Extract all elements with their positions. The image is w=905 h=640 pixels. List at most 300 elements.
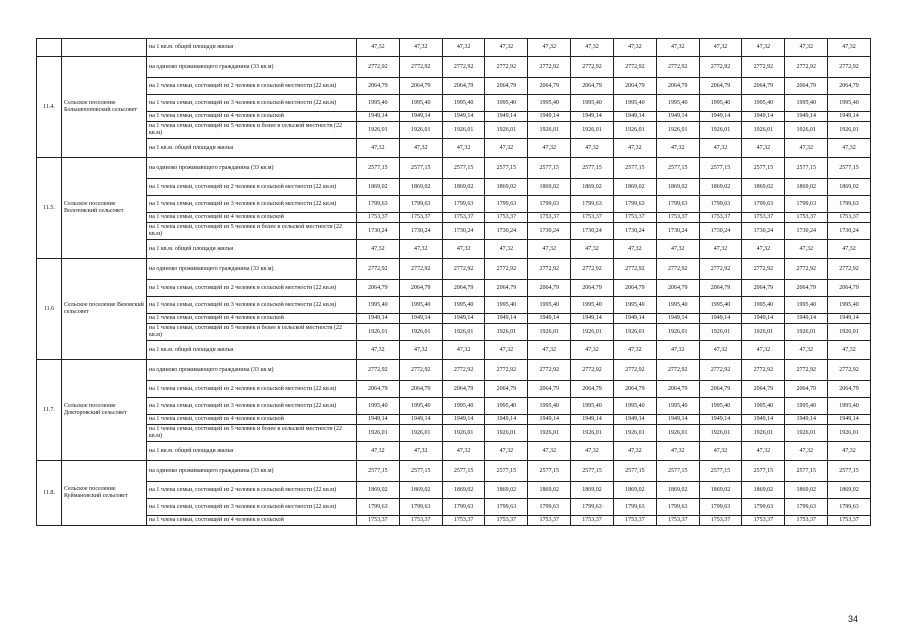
table-row — [37, 280, 871, 297]
value-cell: 1926,01 — [485, 122, 528, 139]
value-cell: 1995,40 — [528, 297, 571, 314]
value-cell: 2772,92 — [742, 57, 785, 78]
value-cell: 1926,01 — [742, 425, 785, 442]
value-cell: 1949,14 — [357, 314, 400, 324]
value-cell: 47,32 — [442, 39, 485, 57]
value-cell: 2064,79 — [613, 78, 656, 95]
value-cell: 1995,40 — [828, 398, 871, 415]
section-code: 11.4. — [37, 57, 62, 158]
value-cell: 1949,14 — [742, 314, 785, 324]
value-cell: 2064,79 — [528, 280, 571, 297]
value-cell: 1869,02 — [828, 179, 871, 196]
value-cell: 2772,92 — [828, 259, 871, 280]
value-cell: 47,32 — [656, 139, 699, 158]
table-row — [37, 223, 871, 240]
settlement-name: Сельское поселение Куймановский сельсовет — [62, 461, 147, 526]
value-cell: 47,32 — [828, 39, 871, 57]
value-cell: 47,32 — [699, 139, 742, 158]
value-cell: 2064,79 — [357, 381, 400, 398]
value-cell: 47,32 — [785, 139, 828, 158]
value-cell: 2577,15 — [656, 461, 699, 482]
value-cell: 2772,92 — [357, 360, 400, 381]
value-cell: 1995,40 — [699, 398, 742, 415]
value-cell: 47,32 — [656, 341, 699, 360]
table-row — [37, 179, 871, 196]
value-cell: 1799,63 — [828, 196, 871, 213]
table-row — [37, 314, 871, 324]
value-cell: 2772,92 — [571, 360, 614, 381]
value-cell: 1995,40 — [828, 95, 871, 112]
settlement-name: Сельское поселение Большепоповский сельсовет — [62, 57, 147, 158]
value-cell: 1995,40 — [785, 297, 828, 314]
value-cell: 47,32 — [613, 39, 656, 57]
value-cell: 1730,24 — [828, 223, 871, 240]
row-description: на 1 члена семьи, состоящей из 3 человек в сельской местности (22 кв.м) — [147, 398, 357, 415]
value-cell: 1949,14 — [485, 415, 528, 425]
value-cell: 1926,01 — [785, 425, 828, 442]
value-cell: 1799,63 — [399, 196, 442, 213]
value-cell: 2064,79 — [828, 280, 871, 297]
row-description: на 1 члена семьи, состоящей из 2 человек в сельской местности (22 кв.м) — [147, 280, 357, 297]
table-row — [37, 240, 871, 259]
value-cell: 1799,63 — [656, 196, 699, 213]
value-cell: 2577,15 — [528, 158, 571, 179]
value-cell: 1995,40 — [656, 95, 699, 112]
value-cell: 1995,40 — [656, 297, 699, 314]
value-cell: 1869,02 — [699, 482, 742, 499]
value-cell: 2577,15 — [828, 158, 871, 179]
value-cell: 1949,14 — [656, 415, 699, 425]
value-cell: 1995,40 — [613, 95, 656, 112]
value-cell: 2064,79 — [528, 78, 571, 95]
value-cell: 47,32 — [656, 442, 699, 461]
value-cell: 1753,37 — [656, 213, 699, 223]
value-cell: 1799,63 — [656, 499, 699, 516]
value-cell: 1730,24 — [528, 223, 571, 240]
value-cell: 1869,02 — [528, 482, 571, 499]
section-code: 11.5. — [37, 158, 62, 259]
row-description: на 1 члена семьи, состоящей из 4 человек в сельской — [147, 516, 357, 526]
row-description: на 1 кв.м. общей площади жилья — [147, 139, 357, 158]
row-description: на 1 члена семьи, состоящей из 5 человек и более в сельской местности (22 кв.м) — [147, 425, 357, 442]
section-code: 11.6 — [37, 259, 62, 360]
value-cell: 1995,40 — [357, 95, 400, 112]
table-row — [37, 112, 871, 122]
value-cell: 1869,02 — [656, 179, 699, 196]
value-cell: 47,32 — [656, 240, 699, 259]
value-cell: 1949,14 — [528, 415, 571, 425]
value-cell: 1926,01 — [656, 324, 699, 341]
row-description: на 1 члена семьи, состоящей из 5 человек и более в сельской местности (22 кв.м) — [147, 122, 357, 139]
value-cell: 1799,63 — [699, 196, 742, 213]
value-cell: 1995,40 — [613, 398, 656, 415]
value-cell: 1869,02 — [571, 179, 614, 196]
value-cell: 2772,92 — [571, 57, 614, 78]
value-cell: 1799,63 — [399, 499, 442, 516]
value-cell: 1949,14 — [357, 415, 400, 425]
value-cell: 1730,24 — [399, 223, 442, 240]
value-cell: 1926,01 — [357, 425, 400, 442]
value-cell: 1949,14 — [785, 112, 828, 122]
value-cell: 2772,92 — [399, 360, 442, 381]
value-cell: 1995,40 — [571, 297, 614, 314]
value-cell: 1869,02 — [785, 482, 828, 499]
value-cell: 2772,92 — [828, 57, 871, 78]
value-cell: 1949,14 — [613, 314, 656, 324]
value-cell: 47,32 — [656, 39, 699, 57]
value-cell: 1753,37 — [742, 516, 785, 526]
value-cell: 2064,79 — [485, 381, 528, 398]
value-cell: 2577,15 — [699, 158, 742, 179]
value-cell: 2772,92 — [613, 57, 656, 78]
table-row — [37, 95, 871, 112]
value-cell: 1949,14 — [571, 415, 614, 425]
value-cell: 2064,79 — [357, 78, 400, 95]
value-cell: 1926,01 — [571, 122, 614, 139]
value-cell: 2772,92 — [357, 259, 400, 280]
page-number: 34 — [848, 614, 859, 624]
value-cell: 1753,37 — [828, 516, 871, 526]
value-cell: 47,32 — [828, 442, 871, 461]
value-cell: 1949,14 — [399, 112, 442, 122]
value-cell: 47,32 — [785, 240, 828, 259]
value-cell: 2064,79 — [442, 280, 485, 297]
value-cell: 1730,24 — [485, 223, 528, 240]
value-cell: 47,32 — [442, 240, 485, 259]
value-cell: 1753,37 — [357, 213, 400, 223]
value-cell: 1949,14 — [613, 415, 656, 425]
value-cell: 1949,14 — [785, 314, 828, 324]
value-cell: 1949,14 — [442, 415, 485, 425]
value-cell: 2577,15 — [699, 461, 742, 482]
row-description: на 1 кв.м. общей площади жилья — [147, 39, 357, 57]
value-cell: 47,32 — [699, 39, 742, 57]
value-cell: 1730,24 — [571, 223, 614, 240]
value-cell: 2772,92 — [699, 57, 742, 78]
value-cell: 1869,02 — [785, 179, 828, 196]
value-cell: 2577,15 — [785, 158, 828, 179]
value-cell: 1995,40 — [785, 398, 828, 415]
value-cell: 47,32 — [613, 139, 656, 158]
value-cell: 2577,15 — [485, 158, 528, 179]
value-cell: 1799,63 — [785, 499, 828, 516]
tariff-table — [36, 38, 871, 526]
value-cell: 2064,79 — [485, 280, 528, 297]
value-cell: 47,32 — [357, 341, 400, 360]
value-cell: 1869,02 — [357, 482, 400, 499]
value-cell: 47,32 — [571, 341, 614, 360]
value-cell: 47,32 — [742, 240, 785, 259]
value-cell: 2577,15 — [357, 461, 400, 482]
value-cell: 1949,14 — [485, 112, 528, 122]
value-cell: 1869,02 — [357, 179, 400, 196]
value-cell: 47,32 — [785, 442, 828, 461]
value-cell: 1869,02 — [399, 482, 442, 499]
value-cell: 2772,92 — [785, 360, 828, 381]
value-cell: 2064,79 — [742, 78, 785, 95]
value-cell: 2064,79 — [571, 78, 614, 95]
value-cell: 1799,63 — [785, 196, 828, 213]
value-cell: 2772,92 — [699, 259, 742, 280]
value-cell: 2577,15 — [485, 461, 528, 482]
value-cell: 1799,63 — [485, 196, 528, 213]
value-cell: 1869,02 — [742, 179, 785, 196]
value-cell: 47,32 — [571, 39, 614, 57]
value-cell: 1730,24 — [742, 223, 785, 240]
value-cell: 2772,92 — [656, 57, 699, 78]
value-cell: 47,32 — [485, 442, 528, 461]
table-row — [37, 122, 871, 139]
value-cell: 2064,79 — [613, 381, 656, 398]
value-cell: 1926,01 — [357, 122, 400, 139]
value-cell: 1995,40 — [742, 297, 785, 314]
value-cell: 1753,37 — [485, 213, 528, 223]
value-cell: 47,32 — [742, 341, 785, 360]
value-cell: 1995,40 — [442, 95, 485, 112]
value-cell: 1926,01 — [699, 324, 742, 341]
value-cell: 2064,79 — [485, 78, 528, 95]
value-cell: 1926,01 — [442, 324, 485, 341]
value-cell: 1995,40 — [399, 297, 442, 314]
value-cell: 1926,01 — [828, 425, 871, 442]
value-cell: 1926,01 — [399, 324, 442, 341]
table-row — [37, 78, 871, 95]
value-cell: 2064,79 — [528, 381, 571, 398]
value-cell: 2577,15 — [613, 158, 656, 179]
value-cell: 47,32 — [828, 341, 871, 360]
row-description: на 1 члена семьи, состоящей из 4 человек в сельской — [147, 112, 357, 122]
value-cell: 1799,63 — [528, 499, 571, 516]
value-cell: 1753,37 — [528, 213, 571, 223]
value-cell: 1753,37 — [742, 213, 785, 223]
value-cell: 1753,37 — [613, 516, 656, 526]
value-cell: 1926,01 — [528, 122, 571, 139]
value-cell: 1753,37 — [571, 516, 614, 526]
section-code: 11.7. — [37, 360, 62, 461]
value-cell: 1949,14 — [442, 112, 485, 122]
table-row — [37, 415, 871, 425]
value-cell: 1926,01 — [613, 425, 656, 442]
value-cell: 47,32 — [399, 39, 442, 57]
value-cell: 1949,14 — [485, 314, 528, 324]
value-cell: 1926,01 — [613, 324, 656, 341]
value-cell: 47,32 — [699, 442, 742, 461]
row-description: на одиноко проживающего гражданина (33 кв.м) — [147, 461, 357, 482]
value-cell: 2772,92 — [485, 57, 528, 78]
value-cell: 1949,14 — [699, 415, 742, 425]
row-description: на 1 члена семьи, состоящей из 4 человек в сельской — [147, 314, 357, 324]
row-description: на одиноко проживающего гражданина (33 кв.м) — [147, 57, 357, 78]
row-description: на одиноко проживающего гражданина (33 кв.м) — [147, 259, 357, 280]
value-cell: 1926,01 — [656, 122, 699, 139]
value-cell: 1949,14 — [528, 314, 571, 324]
value-cell: 1995,40 — [828, 297, 871, 314]
value-cell: 1869,02 — [485, 179, 528, 196]
value-cell: 1799,63 — [613, 499, 656, 516]
value-cell: 1949,14 — [528, 112, 571, 122]
settlement-name: Сельское поселение Докторовский сельсовет — [62, 360, 147, 461]
value-cell: 2577,15 — [571, 158, 614, 179]
value-cell: 1753,37 — [785, 516, 828, 526]
value-cell: 47,32 — [442, 341, 485, 360]
value-cell: 1799,63 — [699, 499, 742, 516]
value-cell: 2064,79 — [656, 381, 699, 398]
table-row — [37, 398, 871, 415]
value-cell: 47,32 — [528, 341, 571, 360]
value-cell: 47,32 — [485, 139, 528, 158]
table-row — [37, 158, 871, 179]
value-cell: 1949,14 — [399, 314, 442, 324]
value-cell: 1753,37 — [699, 516, 742, 526]
table-row — [37, 39, 871, 57]
value-cell: 1926,01 — [528, 425, 571, 442]
value-cell: 1753,37 — [699, 213, 742, 223]
value-cell: 47,32 — [357, 442, 400, 461]
value-cell: 2064,79 — [399, 78, 442, 95]
value-cell: 2064,79 — [828, 78, 871, 95]
value-cell: 1949,14 — [442, 314, 485, 324]
value-cell: 2772,92 — [442, 360, 485, 381]
value-cell: 2064,79 — [742, 381, 785, 398]
value-cell: 1753,37 — [528, 516, 571, 526]
row-description: на 1 члена семьи, состоящей из 3 человек в сельской местности (22 кв.м) — [147, 196, 357, 213]
value-cell: 2064,79 — [571, 381, 614, 398]
value-cell: 1799,63 — [485, 499, 528, 516]
table-row — [37, 324, 871, 341]
section-code: 11.8. — [37, 461, 62, 526]
value-cell: 1995,40 — [442, 297, 485, 314]
value-cell: 2772,92 — [785, 259, 828, 280]
row-description: на 1 члена семьи, состоящей из 4 человек в сельской — [147, 415, 357, 425]
value-cell: 1949,14 — [742, 112, 785, 122]
value-cell: 1995,40 — [571, 398, 614, 415]
value-cell: 1753,37 — [485, 516, 528, 526]
value-cell: 1869,02 — [442, 482, 485, 499]
value-cell: 1926,01 — [742, 122, 785, 139]
table-row — [37, 499, 871, 516]
value-cell: 2577,15 — [357, 158, 400, 179]
settlement-name: Сельское поселение Вязовский сельсовет — [62, 259, 147, 360]
value-cell: 47,32 — [613, 442, 656, 461]
value-cell: 1995,40 — [442, 398, 485, 415]
settlement-name-cell — [62, 39, 147, 57]
value-cell: 1995,40 — [399, 95, 442, 112]
row-description: на 1 кв.м. общей площади жилья — [147, 442, 357, 461]
value-cell: 1730,24 — [442, 223, 485, 240]
value-cell: 47,32 — [785, 39, 828, 57]
value-cell: 1869,02 — [656, 482, 699, 499]
value-cell: 1730,24 — [613, 223, 656, 240]
value-cell: 2772,92 — [442, 57, 485, 78]
value-cell: 47,32 — [699, 240, 742, 259]
value-cell: 2064,79 — [742, 280, 785, 297]
value-cell: 1949,14 — [828, 415, 871, 425]
value-cell: 47,32 — [399, 442, 442, 461]
value-cell: 2772,92 — [742, 360, 785, 381]
value-cell: 1799,63 — [442, 499, 485, 516]
value-cell: 1926,01 — [485, 324, 528, 341]
row-description: на 1 члена семьи, состоящей из 3 человек в сельской местности (22 кв.м) — [147, 297, 357, 314]
value-cell: 2064,79 — [699, 78, 742, 95]
table-row — [37, 259, 871, 280]
value-cell: 47,32 — [742, 442, 785, 461]
value-cell: 1753,37 — [399, 516, 442, 526]
row-description: на 1 кв.м. общей площади жилья — [147, 341, 357, 360]
value-cell: 47,32 — [742, 139, 785, 158]
value-cell: 1995,40 — [399, 398, 442, 415]
value-cell: 1730,24 — [699, 223, 742, 240]
value-cell: 47,32 — [442, 139, 485, 158]
value-cell: 1995,40 — [528, 95, 571, 112]
value-cell: 1869,02 — [442, 179, 485, 196]
value-cell: 1753,37 — [785, 213, 828, 223]
value-cell: 47,32 — [485, 39, 528, 57]
value-cell: 1995,40 — [571, 95, 614, 112]
value-cell: 47,32 — [571, 442, 614, 461]
value-cell: 2772,92 — [828, 360, 871, 381]
value-cell: 1926,01 — [399, 122, 442, 139]
table-row — [37, 213, 871, 223]
value-cell: 2772,92 — [528, 360, 571, 381]
value-cell: 1799,63 — [571, 196, 614, 213]
value-cell: 1926,01 — [357, 324, 400, 341]
settlement-name: Сельское поселение Волотовский сельсовет — [62, 158, 147, 259]
value-cell: 1949,14 — [828, 314, 871, 324]
value-cell: 2064,79 — [699, 381, 742, 398]
code-cell — [37, 39, 62, 57]
value-cell: 1753,37 — [399, 213, 442, 223]
row-description: на 1 члена семьи, состоящей из 5 человек и более в сельской местности (22 кв.м) — [147, 223, 357, 240]
value-cell: 47,32 — [399, 139, 442, 158]
value-cell: 2577,15 — [613, 461, 656, 482]
value-cell: 2772,92 — [357, 57, 400, 78]
value-cell: 1995,40 — [742, 95, 785, 112]
value-cell: 2772,92 — [699, 360, 742, 381]
value-cell: 2577,15 — [571, 461, 614, 482]
value-cell: 1799,63 — [528, 196, 571, 213]
value-cell: 1753,37 — [442, 516, 485, 526]
value-cell: 2772,92 — [571, 259, 614, 280]
row-description: на 1 члена семьи, состоящей из 3 человек в сельской местности (22 кв.м) — [147, 95, 357, 112]
value-cell: 1926,01 — [828, 122, 871, 139]
value-cell: 2064,79 — [699, 280, 742, 297]
value-cell: 1799,63 — [357, 196, 400, 213]
value-cell: 2064,79 — [571, 280, 614, 297]
value-cell: 1995,40 — [742, 398, 785, 415]
value-cell: 1753,37 — [828, 213, 871, 223]
value-cell: 1995,40 — [485, 398, 528, 415]
value-cell: 1869,02 — [485, 482, 528, 499]
value-cell: 1926,01 — [613, 122, 656, 139]
value-cell: 1799,63 — [442, 196, 485, 213]
value-cell: 2772,92 — [742, 259, 785, 280]
value-cell: 2772,92 — [442, 259, 485, 280]
value-cell: 47,32 — [828, 139, 871, 158]
value-cell: 1926,01 — [742, 324, 785, 341]
value-cell: 1869,02 — [828, 482, 871, 499]
value-cell: 1949,14 — [571, 112, 614, 122]
value-cell: 47,32 — [399, 341, 442, 360]
value-cell: 1926,01 — [828, 324, 871, 341]
value-cell: 1730,24 — [785, 223, 828, 240]
table-row — [37, 139, 871, 158]
value-cell: 1995,40 — [785, 95, 828, 112]
value-cell: 47,32 — [785, 341, 828, 360]
value-cell: 1995,40 — [699, 95, 742, 112]
value-cell: 2064,79 — [399, 280, 442, 297]
value-cell: 1949,14 — [656, 314, 699, 324]
value-cell: 2577,15 — [742, 461, 785, 482]
